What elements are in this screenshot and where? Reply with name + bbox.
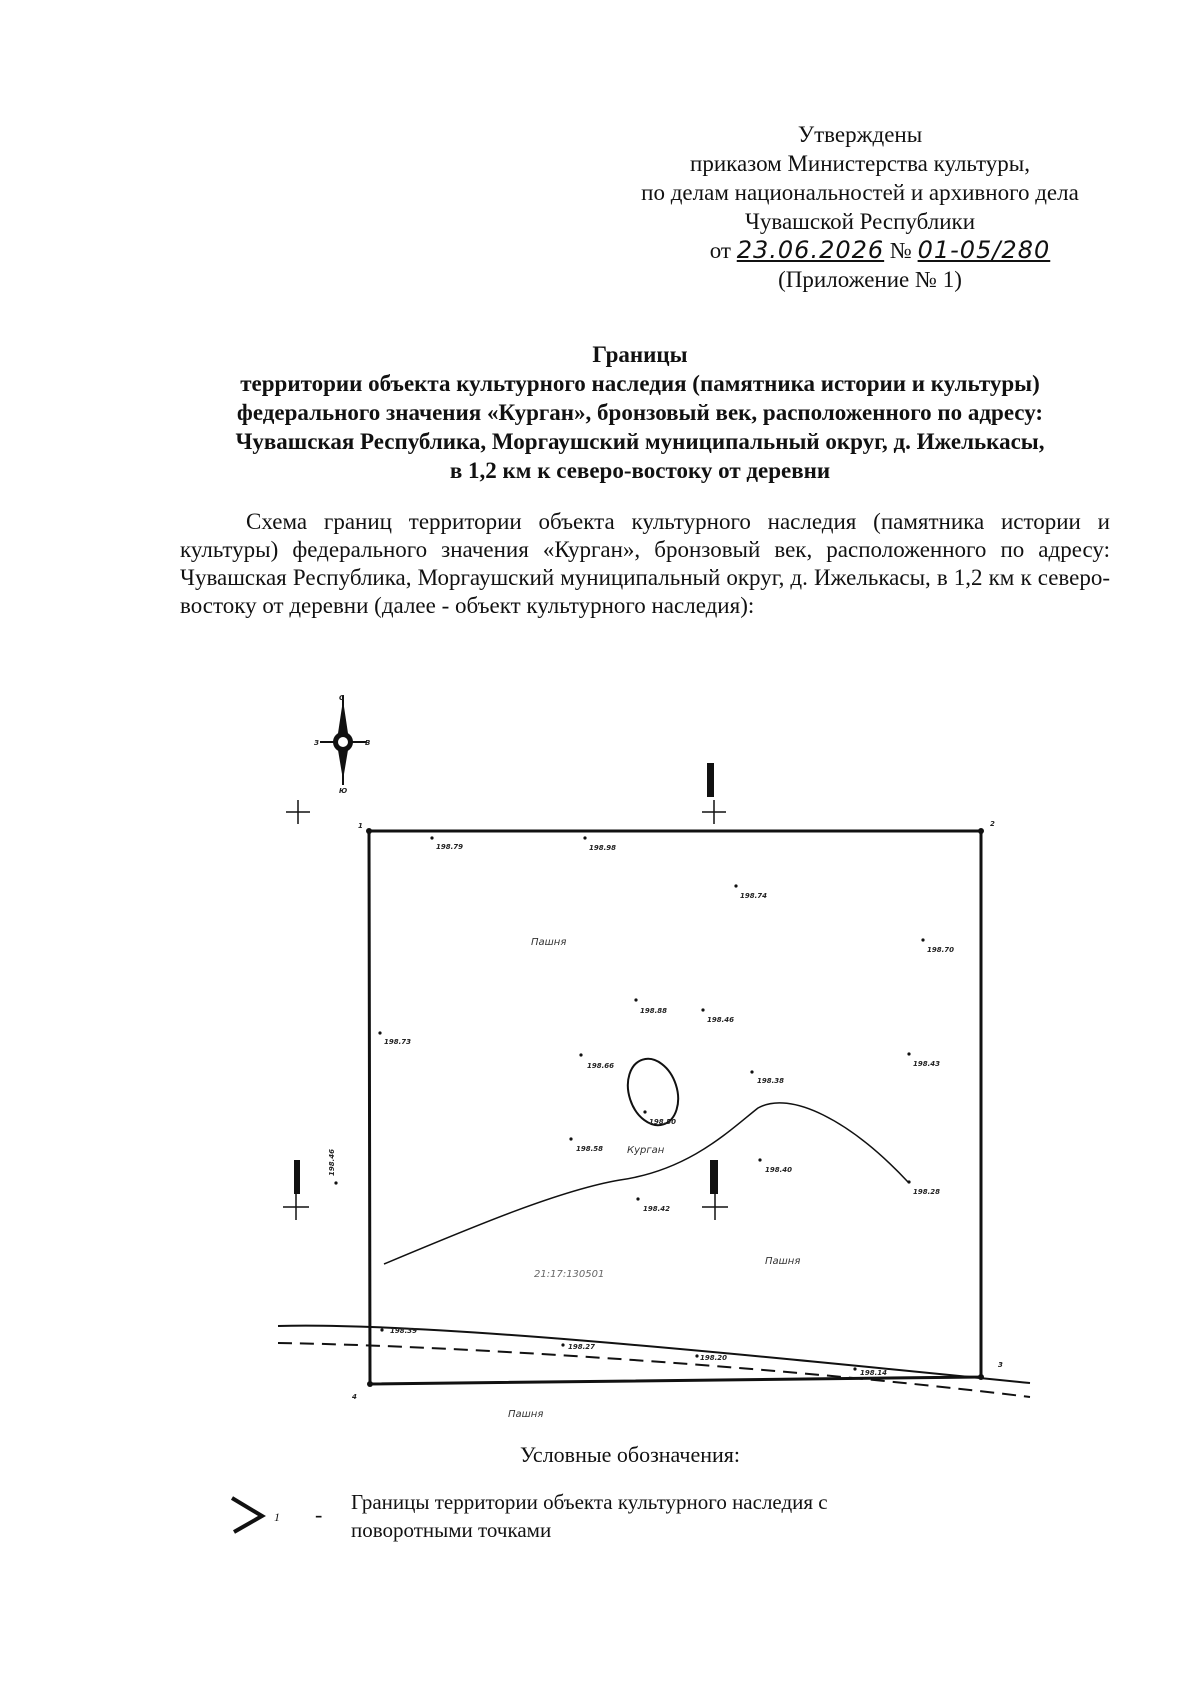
title-line-2: территории объекта культурного наследия (памятника истории и культуры) bbox=[240, 371, 1040, 396]
height-label: 198.46 bbox=[707, 1016, 735, 1024]
height-label: 198.40 bbox=[765, 1166, 793, 1174]
height-label: 198.27 bbox=[568, 1343, 596, 1351]
turning-points bbox=[366, 828, 984, 1387]
parcel-number: 21:17:130501 bbox=[534, 1269, 605, 1280]
number-prefix: № bbox=[889, 238, 912, 263]
boundary-symbol-icon bbox=[220, 1490, 300, 1540]
height-label: 198.88 bbox=[640, 1007, 668, 1015]
legend-item-number: 1 bbox=[274, 1510, 280, 1524]
height-label: 198.73 bbox=[384, 1038, 412, 1046]
height-points bbox=[328, 836, 954, 1377]
corner-4-label: 4 bbox=[352, 1393, 357, 1401]
height-label: 198.50 bbox=[649, 1118, 677, 1126]
svg-text:З: З bbox=[314, 739, 319, 747]
compass-icon bbox=[314, 694, 370, 795]
corner-2-label: 2 bbox=[990, 820, 995, 828]
approval-line-2: приказом Министерства культуры, bbox=[690, 151, 1030, 176]
corner-3-label: 3 bbox=[998, 1361, 1003, 1369]
height-label: 198.74 bbox=[740, 892, 768, 900]
height-label: 198.79 bbox=[436, 843, 464, 851]
svg-text:Ю: Ю bbox=[339, 787, 348, 795]
title-line-5: в 1,2 км к северо-востоку от деревни bbox=[449, 458, 831, 483]
approval-number: 01-05/280 bbox=[917, 236, 1051, 264]
legend-item-dash: - bbox=[315, 1502, 323, 1527]
title-line-1: Границы bbox=[592, 342, 688, 367]
height-label: 198.98 bbox=[589, 844, 617, 852]
approval-line-4: Чувашской Республики bbox=[744, 209, 976, 234]
title-line-3: федерального значения «Курган», бронзовый век, расположенного по адресу: bbox=[236, 400, 1044, 425]
height-label: 198.14 bbox=[860, 1369, 888, 1377]
field-label-south: Пашня bbox=[508, 1409, 544, 1420]
field-label-nw: Пашня bbox=[531, 937, 567, 948]
intro-text: Схема границ территории объекта культурного наследия (памятника истории и культуры) федерального значения «Курган», бронзовый век, расположенного по адресу: Чувашская Республика, Моргаушский муниципальный округ, д. Ижелькасы, в 1,2 км к северо-востоку от деревни (далее - объект культурного наследия): bbox=[180, 509, 1110, 618]
appendix-label: (Приложение № 1) bbox=[778, 267, 962, 292]
legend-item-text: Границы территории объекта культурного наследия с поворотными точками bbox=[351, 1490, 828, 1542]
height-label: 198.43 bbox=[913, 1060, 941, 1068]
svg-text:В: В bbox=[365, 739, 371, 747]
field-label-se: Пашня bbox=[765, 1256, 801, 1267]
height-label: 198.28 bbox=[913, 1188, 941, 1196]
height-label: 198.46 bbox=[328, 1148, 336, 1176]
legend-title: Условные обозначения: bbox=[520, 1442, 741, 1467]
approval-line-1: Утверждены bbox=[797, 122, 923, 147]
height-label: 198.42 bbox=[643, 1205, 671, 1213]
title-line-4: Чувашская Республика, Моргаушский муниципальный округ, д. Ижелькасы, bbox=[235, 429, 1045, 454]
approval-line-3: по делам национальностей и архивного дела bbox=[641, 180, 1079, 205]
legend-item bbox=[220, 1488, 920, 1558]
date-prefix: от bbox=[709, 238, 731, 263]
height-label: 198.70 bbox=[927, 946, 955, 954]
mound-label: Курган bbox=[627, 1145, 665, 1156]
corner-1-label: 1 bbox=[358, 822, 363, 830]
height-label: 198.38 bbox=[757, 1077, 785, 1085]
road-dashed bbox=[278, 1343, 1030, 1397]
height-label: 198.39 bbox=[390, 1327, 418, 1335]
relief-line bbox=[384, 1103, 908, 1264]
height-label: 198.66 bbox=[587, 1062, 615, 1070]
boundary-polygon bbox=[369, 831, 981, 1384]
approval-date: 23.06.2026 bbox=[736, 236, 885, 264]
height-label: 198.58 bbox=[576, 1145, 604, 1153]
height-label: 198.20 bbox=[700, 1354, 728, 1362]
svg-text:С: С bbox=[339, 694, 345, 702]
